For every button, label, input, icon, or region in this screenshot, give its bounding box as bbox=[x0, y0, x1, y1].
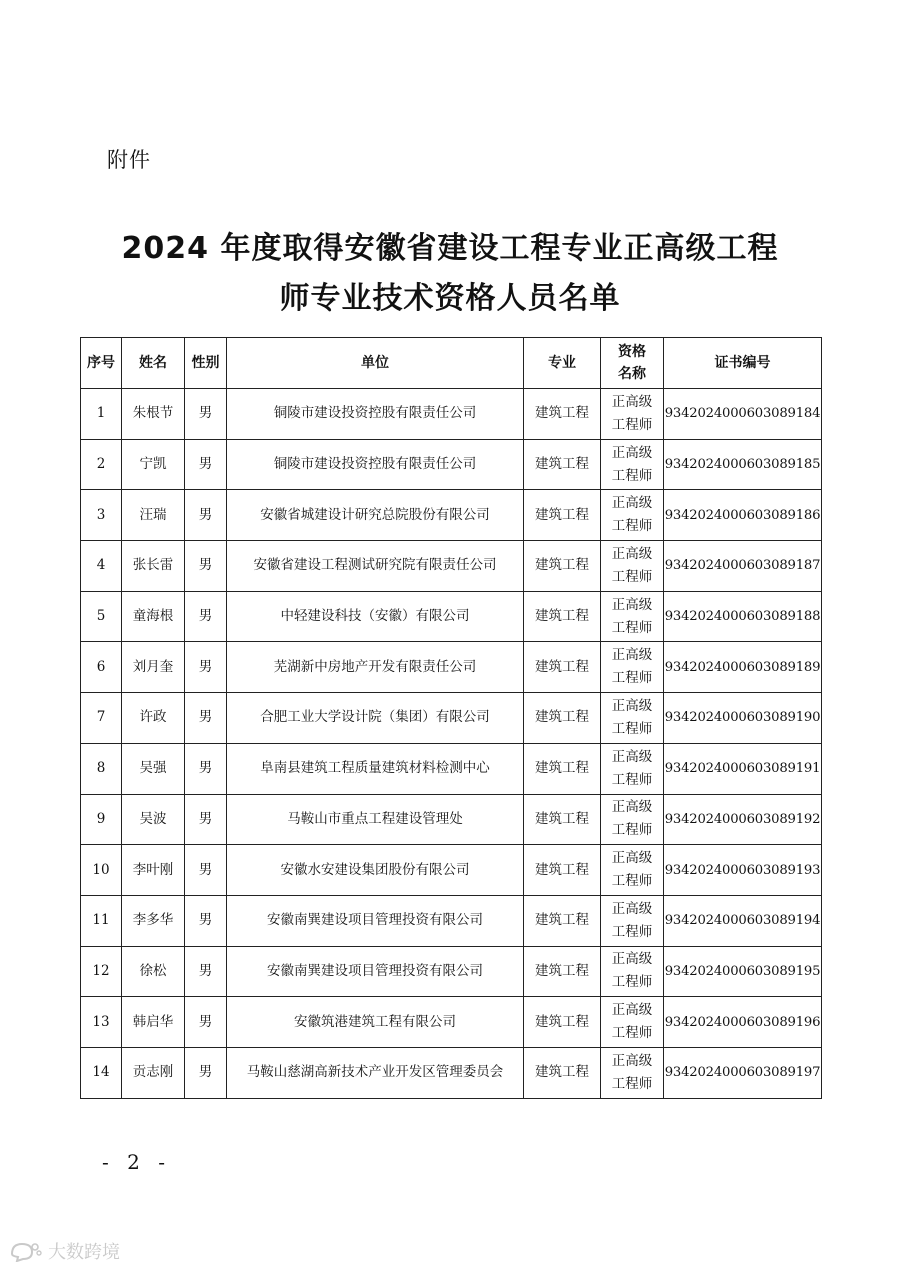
qual-line-1: 正高级 bbox=[611, 1052, 653, 1069]
table-row bbox=[81, 997, 822, 1048]
cell-qualification bbox=[601, 541, 664, 592]
cell-unit: 合肥工业大学设计院（集团）有限公司 bbox=[227, 693, 524, 744]
cell-cert-number: 9342024000603089192 bbox=[664, 794, 822, 845]
cell-cert-number: 9342024000603089194 bbox=[664, 895, 822, 946]
qual-line-1: 正高级 bbox=[611, 444, 653, 461]
cell-qualification bbox=[601, 642, 664, 693]
cell-seq: 11 bbox=[81, 895, 122, 946]
table-header-row bbox=[81, 338, 822, 389]
cell-name: 朱根节 bbox=[122, 389, 185, 440]
cell-cert-number: 9342024000603089191 bbox=[664, 743, 822, 794]
cell-name: 张长雷 bbox=[122, 541, 185, 592]
cell-gender: 男 bbox=[185, 541, 227, 592]
cell-qualification bbox=[601, 794, 664, 845]
cell-name: 汪瑞 bbox=[122, 490, 185, 541]
qual-line-1: 正高级 bbox=[611, 900, 653, 917]
cell-major: 建筑工程 bbox=[524, 1047, 601, 1098]
qual-line-1: 正高级 bbox=[611, 647, 653, 664]
header-cert: 证书编号 bbox=[664, 338, 822, 389]
cell-qualification bbox=[601, 743, 664, 794]
header-seq: 序号 bbox=[81, 338, 122, 389]
cell-unit: 铜陵市建设投资控股有限责任公司 bbox=[227, 439, 524, 490]
cell-name: 童海根 bbox=[122, 591, 185, 642]
cell-gender: 男 bbox=[185, 946, 227, 997]
table-row bbox=[81, 541, 822, 592]
cell-qualification bbox=[601, 1047, 664, 1098]
cell-cert-number: 9342024000603089197 bbox=[664, 1047, 822, 1098]
cell-unit: 安徽筑港建筑工程有限公司 bbox=[227, 997, 524, 1048]
cell-unit: 安徽省建设工程测试研究院有限责任公司 bbox=[227, 541, 524, 592]
attachment-label: 附件 bbox=[107, 148, 151, 172]
cell-name: 吴波 bbox=[122, 794, 185, 845]
cell-cert-number: 9342024000603089186 bbox=[664, 490, 822, 541]
table-row bbox=[81, 490, 822, 541]
table-row bbox=[81, 591, 822, 642]
cell-seq: 6 bbox=[81, 642, 122, 693]
cell-unit: 马鞍山慈湖高新技术产业开发区管理委员会 bbox=[227, 1047, 524, 1098]
cell-cert-number: 9342024000603089193 bbox=[664, 845, 822, 896]
qual-line-2: 工程师 bbox=[611, 923, 653, 940]
cell-name: 李叶刚 bbox=[122, 845, 185, 896]
cell-unit: 安徽南巽建设项目管理投资有限公司 bbox=[227, 946, 524, 997]
cell-qualification bbox=[601, 389, 664, 440]
cell-qualification bbox=[601, 490, 664, 541]
table-row bbox=[81, 439, 822, 490]
cell-qualification bbox=[601, 845, 664, 896]
header-name: 姓名 bbox=[122, 338, 185, 389]
cell-seq: 8 bbox=[81, 743, 122, 794]
bubble-logo-icon bbox=[8, 1240, 42, 1262]
cell-unit: 安徽水安建设集团股份有限公司 bbox=[227, 845, 524, 896]
cell-major: 建筑工程 bbox=[524, 693, 601, 744]
qual-line-2: 工程师 bbox=[611, 873, 653, 890]
cell-unit: 芜湖新中房地产开发有限责任公司 bbox=[227, 642, 524, 693]
qual-line-1: 正高级 bbox=[611, 951, 653, 968]
qual-line-1: 正高级 bbox=[611, 1002, 653, 1019]
cell-cert-number: 9342024000603089196 bbox=[664, 997, 822, 1048]
qual-line-2: 工程师 bbox=[611, 568, 653, 585]
cell-cert-number: 9342024000603089188 bbox=[664, 591, 822, 642]
table-row bbox=[81, 794, 822, 845]
cell-major: 建筑工程 bbox=[524, 642, 601, 693]
cell-unit: 中轻建设科技（安徽）有限公司 bbox=[227, 591, 524, 642]
cell-major: 建筑工程 bbox=[524, 490, 601, 541]
cell-name: 徐松 bbox=[122, 946, 185, 997]
cell-cert-number: 9342024000603089189 bbox=[664, 642, 822, 693]
cell-name: 刘月奎 bbox=[122, 642, 185, 693]
qual-line-1: 正高级 bbox=[611, 850, 653, 867]
cell-seq: 5 bbox=[81, 591, 122, 642]
cell-qualification bbox=[601, 591, 664, 642]
cell-gender: 男 bbox=[185, 490, 227, 541]
cell-seq: 9 bbox=[81, 794, 122, 845]
qual-line-1: 正高级 bbox=[611, 799, 653, 816]
qual-line-1: 正高级 bbox=[611, 697, 653, 714]
personnel-table bbox=[80, 337, 822, 1099]
cell-gender: 男 bbox=[185, 794, 227, 845]
table-row bbox=[81, 845, 822, 896]
qual-line-1: 正高级 bbox=[611, 545, 653, 562]
cell-major: 建筑工程 bbox=[524, 895, 601, 946]
page-number: - 2 - bbox=[102, 1150, 171, 1174]
cell-qualification bbox=[601, 693, 664, 744]
cell-qualification bbox=[601, 946, 664, 997]
table-row bbox=[81, 1047, 822, 1098]
cell-seq: 13 bbox=[81, 997, 122, 1048]
cell-seq: 12 bbox=[81, 946, 122, 997]
cell-unit: 安徽南巽建设项目管理投资有限公司 bbox=[227, 895, 524, 946]
cell-name: 贡志刚 bbox=[122, 1047, 185, 1098]
header-qual-line-2: 名称 bbox=[618, 366, 646, 382]
cell-gender: 男 bbox=[185, 997, 227, 1048]
cell-qualification bbox=[601, 997, 664, 1048]
cell-major: 建筑工程 bbox=[524, 389, 601, 440]
qual-line-1: 正高级 bbox=[611, 748, 653, 765]
table-row bbox=[81, 946, 822, 997]
cell-cert-number: 9342024000603089195 bbox=[664, 946, 822, 997]
header-qual-line-1: 资格 bbox=[618, 344, 646, 360]
cell-major: 建筑工程 bbox=[524, 439, 601, 490]
cell-gender: 男 bbox=[185, 1047, 227, 1098]
qual-line-2: 工程师 bbox=[611, 416, 653, 433]
cell-name: 韩启华 bbox=[122, 997, 185, 1048]
cell-cert-number: 9342024000603089184 bbox=[664, 389, 822, 440]
cell-gender: 男 bbox=[185, 895, 227, 946]
qual-line-1: 正高级 bbox=[611, 596, 653, 613]
cell-name: 许政 bbox=[122, 693, 185, 744]
cell-gender: 男 bbox=[185, 845, 227, 896]
cell-major: 建筑工程 bbox=[524, 743, 601, 794]
cell-gender: 男 bbox=[185, 389, 227, 440]
cell-qualification bbox=[601, 439, 664, 490]
header-qualification bbox=[601, 338, 664, 389]
cell-gender: 男 bbox=[185, 743, 227, 794]
cell-major: 建筑工程 bbox=[524, 591, 601, 642]
cell-seq: 10 bbox=[81, 845, 122, 896]
cell-seq: 1 bbox=[81, 389, 122, 440]
qual-line-2: 工程师 bbox=[611, 619, 653, 636]
qual-line-2: 工程师 bbox=[611, 518, 653, 535]
cell-gender: 男 bbox=[185, 439, 227, 490]
qual-line-1: 正高级 bbox=[611, 495, 653, 512]
header-unit: 单位 bbox=[227, 338, 524, 389]
cell-gender: 男 bbox=[185, 642, 227, 693]
cell-cert-number: 9342024000603089190 bbox=[664, 693, 822, 744]
cell-seq: 14 bbox=[81, 1047, 122, 1098]
qual-line-2: 工程师 bbox=[611, 771, 653, 788]
cell-major: 建筑工程 bbox=[524, 845, 601, 896]
cell-seq: 2 bbox=[81, 439, 122, 490]
cell-qualification bbox=[601, 895, 664, 946]
cell-cert-number: 9342024000603089187 bbox=[664, 541, 822, 592]
table-row bbox=[81, 389, 822, 440]
cell-major: 建筑工程 bbox=[524, 946, 601, 997]
watermark bbox=[8, 1238, 120, 1264]
header-gender: 性别 bbox=[185, 338, 227, 389]
cell-major: 建筑工程 bbox=[524, 541, 601, 592]
table-row bbox=[81, 642, 822, 693]
qual-line-2: 工程师 bbox=[611, 720, 653, 737]
cell-gender: 男 bbox=[185, 591, 227, 642]
table-row bbox=[81, 895, 822, 946]
watermark-text: 大数跨境 bbox=[48, 1242, 120, 1263]
cell-major: 建筑工程 bbox=[524, 794, 601, 845]
table-row bbox=[81, 693, 822, 744]
cell-name: 李多华 bbox=[122, 895, 185, 946]
table-row bbox=[81, 743, 822, 794]
qual-line-2: 工程师 bbox=[611, 670, 653, 687]
qual-line-2: 工程师 bbox=[611, 467, 653, 484]
table-body bbox=[81, 389, 822, 1099]
document-title bbox=[0, 224, 900, 324]
cell-seq: 4 bbox=[81, 541, 122, 592]
qual-line-2: 工程师 bbox=[611, 974, 653, 991]
cell-unit: 铜陵市建设投资控股有限责任公司 bbox=[227, 389, 524, 440]
cell-major: 建筑工程 bbox=[524, 997, 601, 1048]
qual-line-2: 工程师 bbox=[611, 1075, 653, 1092]
header-major: 专业 bbox=[524, 338, 601, 389]
cell-name: 宁凯 bbox=[122, 439, 185, 490]
qual-line-2: 工程师 bbox=[611, 822, 653, 839]
title-line-2: 师专业技术资格人员名单 bbox=[279, 281, 621, 316]
cell-name: 吴强 bbox=[122, 743, 185, 794]
cell-unit: 马鞍山市重点工程建设管理处 bbox=[227, 794, 524, 845]
cell-seq: 7 bbox=[81, 693, 122, 744]
cell-seq: 3 bbox=[81, 490, 122, 541]
cell-unit: 阜南县建筑工程质量建筑材料检测中心 bbox=[227, 743, 524, 794]
qual-line-2: 工程师 bbox=[611, 1025, 653, 1042]
cell-unit: 安徽省城建设计研究总院股份有限公司 bbox=[227, 490, 524, 541]
title-line-1: 2024 年度取得安徽省建设工程专业正高级工程 bbox=[121, 231, 779, 266]
qual-line-1: 正高级 bbox=[611, 393, 653, 410]
cell-gender: 男 bbox=[185, 693, 227, 744]
cell-cert-number: 9342024000603089185 bbox=[664, 439, 822, 490]
